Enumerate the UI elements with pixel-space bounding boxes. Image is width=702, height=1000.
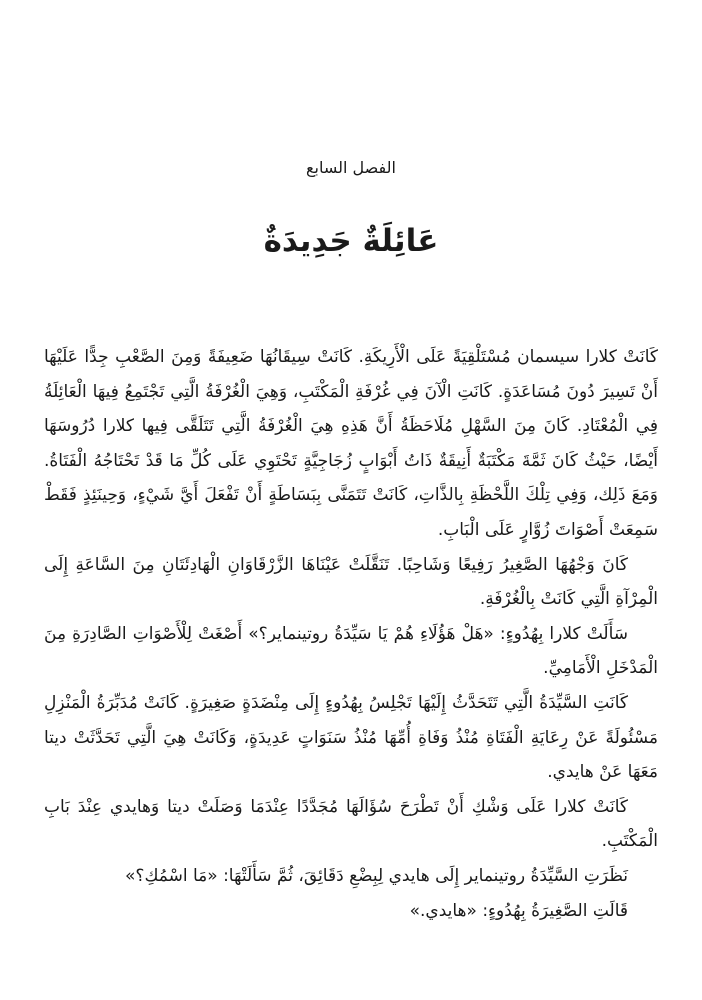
paragraph: كَانَتِ السَّيِّدَةُ الَّتِي تَتَحَدَّثُ إِلَيْهَا تَجْلِسُ بِهُدُوءٍ إِلَى مِنْضَدَةٍ صَغِيرَةٍ. كَانَتْ مُدَبِّرَةُ الْمَنْزِلِ مَسْئُولَةً عَنْ رِعَايَةِ الْفَتَاةِ مُنْذُ وَفَاةِ أُمِّهَا مُنْذُ سَنَوَاتٍ عَدِيدَةٍ، وَكَانَتْ هِيَ الَّتِي تَحَدَّثَتْ ديتا مَعَهَا عَنْ هايدي. [44,692,658,783]
paragraph: سَأَلَتْ كلارا بِهُدُوءٍ: «هَلْ هَؤُلَاءِ هُمْ يَا سَيِّدَةُ روتينماير؟» أَصْغَتْ لِلْأَصْوَاتِ الصَّادِرَةِ مِنَ الْمَدْخَلِ الْأَمَامِيِّ. [44,623,658,679]
paragraph: قَالَتِ الصَّغِيرَةُ بِهُدُوءٍ: «هايدي.» [409,900,628,921]
body-text [44,340,658,928]
paragraph: نَظَرَتِ السَّيِّدَةُ روتينماير إِلَى هايدي لِبِضْعِ دَقَائِقَ، ثُمَّ سَأَلَتْهَا: «مَا اسْمُكِ؟» [125,865,628,886]
chapter-title: عَائِلَةٌ جَدِيدَةٌ [263,223,439,259]
paragraph: كَانَ وَجْهُهَا الصَّغِيرُ رَفِيعًا وَشَاحِبًا. تَنَقَّلَتْ عَيْنَاهَا الزَّرْقَاوَانِ الْهَادِئَتَانِ مِنَ السَّاعَةِ إِلَى الْمِرْآةِ الَّتِي كَانَتْ بِالْغُرْفَةِ. [44,554,658,610]
paragraph: كَانَتْ كلارا سيسمان مُسْتَلْقِيَةً عَلَى الْأَرِيكَةِ. كَانَتْ سِيقَانُهَا ضَعِيفَةً وَمِنَ الصَّعْبِ جِدًّا عَلَيْهَا أَنْ تَسِيرَ دُونَ مُسَاعَدَةٍ. كَانَتِ الْآنَ فِي غُرْفَةِ الْمَكْتَبِ، وَهِيَ الْغُرْفَةُ الَّتِي تَجْتَمِعُ فِيهَا الْعَائِلَةُ فِي الْمُعْتَادِ. كَانَ مِنَ السَّهْلِ مُلَاحَظَةُ أَنَّ هَذِهِ هِيَ الْغُرْفَةُ الَّتِي تَتَلَقَّى فِيها كلارا دُرُوسَهَا أَيْضًا، حَيْثُ كَانَ ثَمَّةَ مَكْتَبَةٌ أَنِيقَةٌ ذَاتُ أَبْوَابٍ زُجَاجِيَّةٍ تَحْتَوِي عَلَى كُلِّ مَا قَدْ تَحْتَاجُهُ الْفَتَاةُ. وَمَعَ ذَلِك، وَفِي تِلْكَ اللَّحْظَةِ بِالذَّاتِ، كَانَتْ تَتَمَنَّى بِبَسَاطَةٍ أَنْ تَفْعَلَ أَيَّ شَيْءٍ، وَحِينَئِذٍ فَقَطْ سَمِعَتْ أَصْوَاتَ زُوَّارٍ عَلَى الْبَابِ. [44,347,658,540]
paragraph: كَانَتْ كلارا عَلَى وَشْكِ أَنْ تَطْرَحَ سُؤَالَهَا مُجَدَّدًا عِنْدَمَا وَصَلَتْ ديتا وَهايدي عِنْدَ بَابِ الْمَكْتَبِ. [44,796,658,852]
chapter-label: الفصل السابع [306,158,396,177]
